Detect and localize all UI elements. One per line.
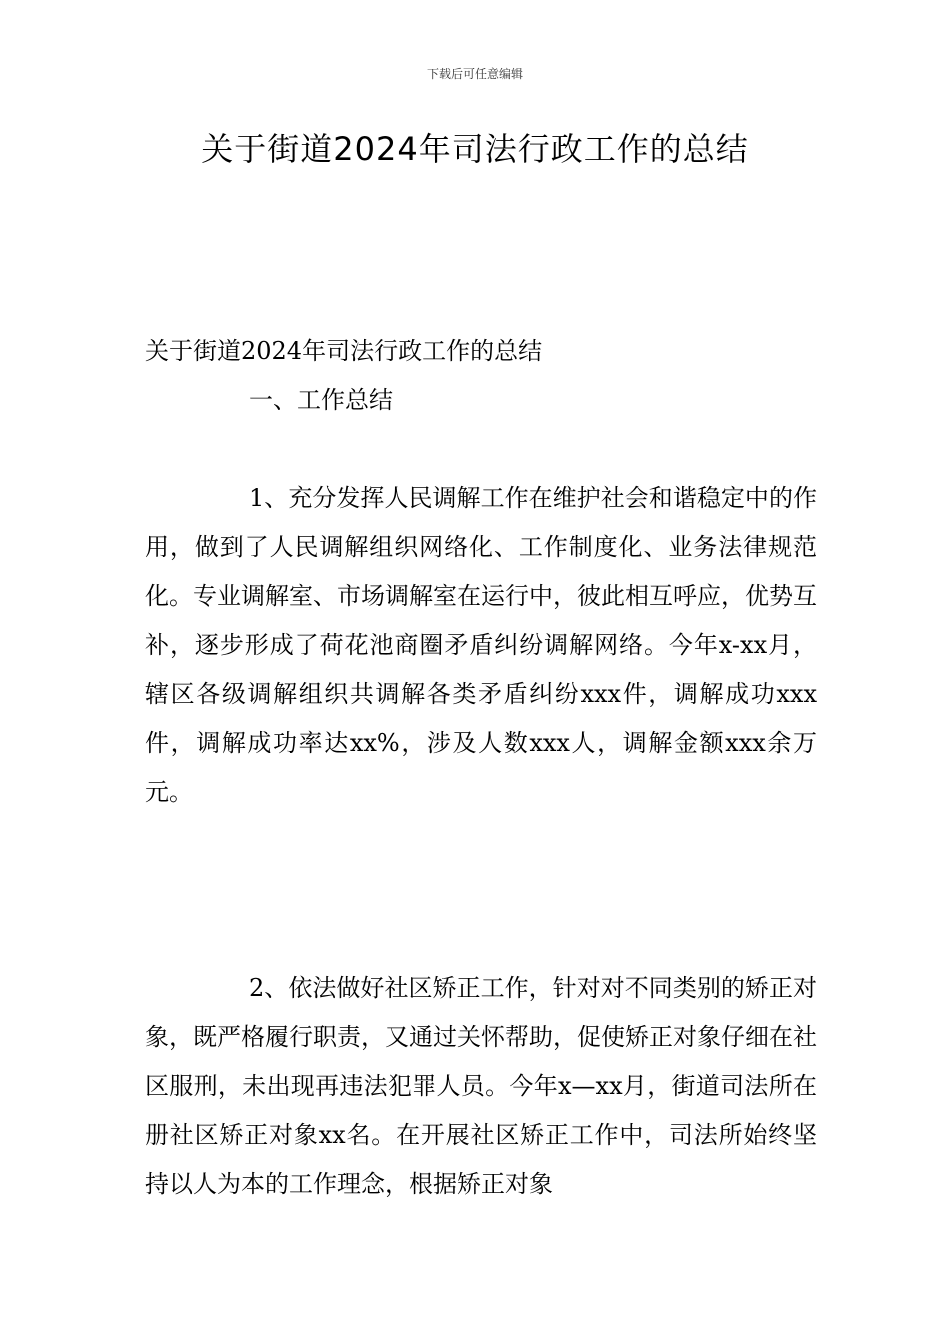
document-title: 关于街道2024年司法行政工作的总结 bbox=[201, 130, 749, 168]
header-note: 下载后可任意编辑 bbox=[426, 67, 523, 81]
paragraph-2: 2、依法做好社区矫正工作，针对对不同类别的矫正对象，既严格履行职责，又通过关怀帮助，促使矫正对象仔细在社区服刑，未出现再违法犯罪人员。今年x—xx月，街道司法所在册社区矫正对象xx名。在开展社区矫正工作中，司法所始终坚持以人为本的工作理念，根据矫正对象 bbox=[145, 974, 817, 1198]
paragraph-spacer bbox=[145, 817, 817, 964]
document-subtitle: 关于街道2024年司法行政工作的总结 bbox=[145, 337, 543, 365]
section-heading: 一、工作总结 bbox=[249, 386, 393, 414]
paragraph-spacer bbox=[145, 425, 817, 474]
document-body bbox=[145, 327, 817, 1209]
paragraph-1: 1、充分发挥人民调解工作在维护社会和谐稳定中的作用，做到了人民调解组织网络化、工作制度化、业务法律规范化。专业调解室、市场调解室在运行中，彼此相互呼应，优势互补，逐步形成了荷花池商圈矛盾纠纷调解网络。今年x-xx月，辖区各级调解组织共调解各类矛盾纠纷xxx件，调解成功xxx件，调解成功率达xx%，涉及人数xxx人，调解金额xxx余万元。 bbox=[145, 484, 817, 806]
